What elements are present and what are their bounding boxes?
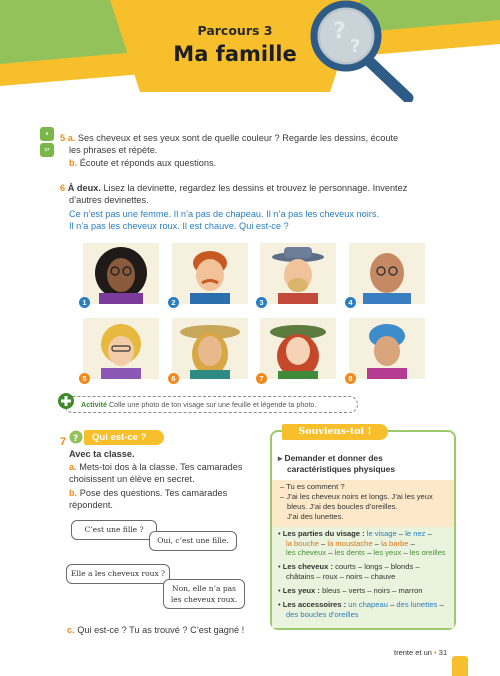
exercise-text: Écoute et réponds aux questions. [79,158,217,168]
vocab-key: Les cheveux : [282,562,334,571]
exercise-6-line-1 [60,182,407,194]
reminder-header: Souviens-toi ! [282,424,388,440]
portrait-number-badge: 3 [256,297,267,308]
reminder-dialog-line: – J’ai les cheveux noirs et longs. J’ai les yeux [280,492,433,501]
exercise-7-line-b [69,487,227,499]
portrait-7 [260,318,336,379]
exercise-5-line-1 [60,132,398,144]
vocab-word: la moustache [327,538,373,548]
item-label: c. [67,625,75,635]
reminder-dialog-line: J’ai des lunettes. [287,512,344,521]
exercise-text: répondent. [69,500,113,510]
portrait-number-badge: 4 [345,297,356,308]
vocab-word: la bouche [286,538,319,548]
page-number: 31 [438,648,448,657]
portrait-number-badge: 7 [256,373,267,384]
exercise-5-line-b [69,157,216,169]
vocab-word: le nez [405,529,426,538]
reminder-vocab-accessories: • Les accessoires : un chapeau – des lunettes – des boucles d’oreilles [278,600,444,619]
activity-text: Colle une photo de ton visage sur une feuille et légende ta photo. [108,400,317,409]
portrait-number-badge: 1 [79,297,90,308]
portrait-number-badge: 5 [79,373,90,384]
activity-box [64,396,358,413]
vocab-key: Les yeux : [282,586,320,595]
reminder-dialog-line: – Tu es comment ? [280,482,345,491]
bullet-arrow-icon: ▸ [278,453,283,463]
exercise-text: les phrases et répète. [69,145,158,155]
vocab-word: un chapeau [348,600,388,609]
vocab-words: bleus – verts – noirs – marron [322,586,423,595]
vocab-word: les dents [334,548,365,558]
portrait-number-badge: 6 [168,373,179,384]
exercise-number [60,436,66,448]
vocab-word: les cheveux [286,548,327,558]
exercise-text: choisissent un élève en secret. [69,474,195,484]
activity-label: Activité [81,400,107,409]
vocab-word: la barbe [381,538,409,548]
speech-bubble [163,579,245,609]
vocab-key: Les accessoires : [282,600,347,609]
vocab-word: le visage [366,529,397,538]
reminder-vocab-eyes: • Les yeux : bleus – verts – noirs – marron [278,586,423,595]
portrait-1 [83,243,159,304]
speech-bubble: Elle a les cheveux roux ? [66,564,170,584]
portrait-8 [349,318,425,379]
page-title: Ma famille [173,42,297,66]
audio-track-number: 27 [44,147,50,152]
speech-bubble: Oui, c’est une fille. [149,531,237,551]
reminder-vocab-hair: • Les cheveux : courts – longs – blonds – châtains – roux – noirs – chauve [278,562,420,581]
exercise-lead: Avec ta classe. [69,449,135,459]
exercise-text: d’autres devinettes. [69,195,149,205]
vocab-words: châtains – roux – noirs – chauve [286,571,396,581]
activity-plus-icon [57,392,75,410]
exercise-number: 5 [60,133,66,143]
exercise-text: Pose des questions. Tes camarades [79,488,228,498]
exercise-text: Mets-toi dos à la classe. Tes camarades [79,462,243,472]
vocab-word: des boucles d’oreilles [286,609,359,619]
page-number-words: trente et un [394,648,432,657]
reminder-title-line: Demander et donner des [284,453,383,463]
exercise-lead: À deux. [67,183,101,193]
item-label: a. [67,133,76,143]
svg-text:?: ? [73,434,79,444]
speech-bubble: C’est une fille ? [71,520,157,540]
vocab-words: courts – longs – blonds – [335,562,420,571]
vocab-key: Les parties du visage : [282,529,365,538]
speech-bubble-line: Non, elle n’a pas [172,584,236,593]
portrait-number-badge: 2 [168,297,179,308]
item-label: a. [69,462,77,472]
vocab-word: les yeux [373,548,402,558]
portrait-5 [83,318,159,379]
portrait-6 [172,318,248,379]
item-label: b. [69,158,78,168]
page-corner-tab [452,656,468,676]
item-label: b. [69,488,78,498]
exercise-number: 6 [60,183,66,193]
riddle-line: Ce n’est pas une femme. Il n’a pas de chapeau. Il n’a pas les cheveux noirs. [69,209,380,219]
question-bubble-icon [69,430,83,445]
header-kicker: Parcours 3 [197,23,273,38]
vocab-word: les oreilles [409,548,446,558]
speech-bubble-line: les cheveux roux. [170,595,238,604]
exercise-text: Qui est-ce ? Tu as trouvé ? C’est gagné ! [77,625,245,635]
reminder-vocab-face: • Les parties du visage : le visage – le nez – la bouche – la moustache – la barbe – les cheveux – les dents – les yeux – les oreilles [278,529,446,558]
separator-dot-icon: • [434,648,437,657]
portrait-2 [172,243,248,304]
reminder-dialog-line: bleus. J’ai des boucles d’oreilles. [287,502,398,511]
exercise-number-text: 7 [60,436,67,448]
svg-text:?: ? [350,36,361,57]
reminder-title [278,453,395,474]
game-title-tag: Qui est-ce ? [84,430,164,445]
vocab-word: des lunettes [396,600,438,609]
exercise-text: Lisez la devinette, regardez les dessins et trouvez le personnage. Inventez [103,183,408,193]
exercise-7-line-a [69,461,242,473]
portrait-4 [349,243,425,304]
page-footer [394,648,447,657]
exercise-7-line-c [67,624,244,636]
audio-track-number: 5 [45,131,49,136]
exercise-text: Ses cheveux et ses yeux sont de quelle couleur ? Regarde les dessins, écoute [77,133,399,143]
portrait-number-badge: 8 [345,373,356,384]
svg-text:?: ? [333,19,346,44]
riddle-line: Il n’a pas les cheveux roux. Il est chauve. Qui est-ce ? [69,221,289,231]
reminder-title-line: caractéristiques physiques [287,463,395,474]
portrait-3 [260,243,336,304]
